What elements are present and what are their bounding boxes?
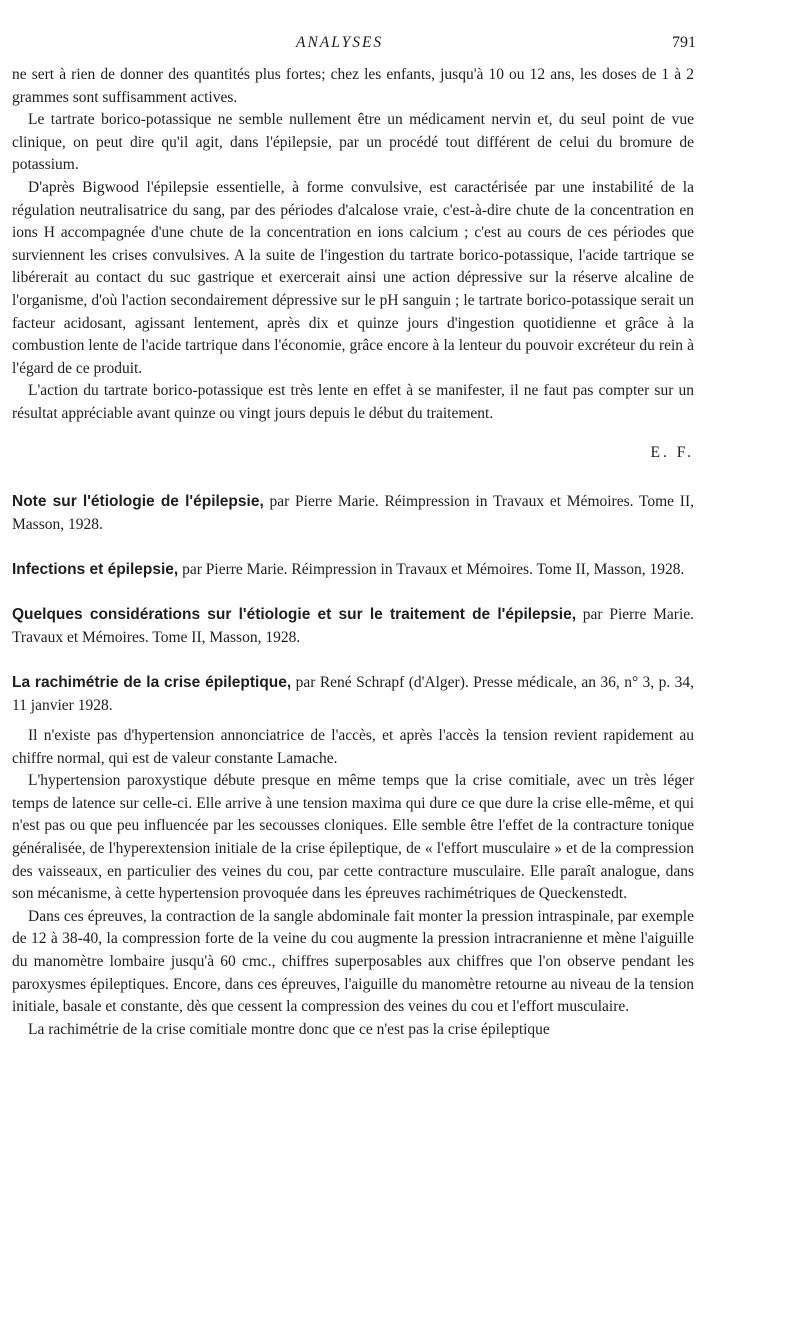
page-number: 791 xyxy=(672,34,696,51)
paragraph: L'hypertension paroxystique débute presque en même temps que la crise comitiale, avec un très léger temps de latence sur celle-ci. Elle arrive à une tension maxima qui dure ce que dure la crise elle-même, et qui n'est pas ou que peu influencée par les secousses cloniques. Elle semble être l'effet de la contracture tonique généralisée, de l'hyperextension initiale de la crise épileptique, de « l'effort musculaire » et de la compression des vaisseaux, en particulier des veines du cou, par cette contracture musculaire. Elle paraît analogue, dans son mécanisme, à cette hypertension provoquée dans les épreuves rachimétriques de Queckenstedt. xyxy=(12,772,694,903)
entry-details: par Pierre Marie. Réimpression in Travaux et Mémoires. Tome II, Masson, 1928. xyxy=(182,561,685,579)
entry-title: Quelques considérations sur l'étiologie et sur le traitement de l'épilepsie, xyxy=(12,606,576,624)
entry-title: Infections et épilepsie, xyxy=(12,561,179,579)
running-head: ANALYSES xyxy=(296,34,384,51)
review-text xyxy=(12,725,694,1041)
paragraph: La rachimétrie de la crise comitiale montre donc que ce n'est pas la crise épileptique xyxy=(28,1020,550,1038)
paragraph: Il n'existe pas d'hypertension annonciatrice de l'accès, et après l'accès la tension revient rapidement au chiffre normal, qui est de valeur constante Lamache. xyxy=(12,727,694,767)
entry-details: par Pierre Marie. Travaux et Mémoires. Tome II, Masson, 1928. xyxy=(12,606,695,647)
reviewer-signature: E. F. xyxy=(650,443,694,461)
entry-details: par René Schrapf (d'Alger). Presse médicale, an 36, n° 3, p. 34, 11 janvier 1928. xyxy=(12,674,695,715)
bibliographic-entry xyxy=(12,603,694,649)
previous-review-continuation xyxy=(12,64,694,464)
entry-title: La rachimétrie de la crise épileptique, xyxy=(12,674,292,692)
bibliographic-entry xyxy=(12,558,694,581)
paragraph: D'après Bigwood l'épilepsie essentielle, à forme convulsive, est caractérisée par une instabilité de la régulation neutralisatrice du sang, par des périodes d'alcalose vraie, c'est-à-dire chute de la concentration en ions H accompagnée d'une chute de la concentration en ions calcium ; c'est au cours de ces périodes que surviennent les crises convulsives. A la suite de l'ingestion du tartrate borico-potassique, l'acide tartrique se libérerait au contact du suc gastrique et exercerait ainsi une action dépressive sur la réserve alcaline de l'organisme, d'où l'action secondairement dépressive sur le pH sanguin ; le tartrate borico-potassique serait un facteur acidosant, agissant lentement, après dix et quinze jours d'ingestion quotidienne et grâce à la combustion lente de l'acide tartrique dans l'économie, grâce encore à la lenteur du pouvoir excréteur du rein à l'égard de ce produit. xyxy=(12,178,694,377)
bibliographic-entry xyxy=(12,490,694,536)
page-header xyxy=(0,34,800,58)
paragraph: L'action du tartrate borico-potassique est très lente en effet à se manifester, il ne faut pas compter sur un résultat appréciable avant quinze ou vingt jours depuis le début du traitement. xyxy=(12,382,694,422)
paragraph: Dans ces épreuves, la contraction de la sangle abdominale fait monter la pression intraspinale, par exemple de 12 à 38-40, la compression forte de la veine du cou augmente la pression intracranienne et mène l'aiguille du manomètre lombaire jusqu'à 60 cmc., chiffres superposables aux chiffres que l'on observe pendant les paroxysmes épileptiques. Encore, dans ces épreuves, l'aiguille du manomètre retourne au niveau de la tension initiale, basale et constante, dès que cessent la compression des veines du cou et l'effort musculaire. xyxy=(12,907,694,1016)
paragraph: Le tartrate borico-potassique ne semble nullement être un médicament nervin et, du seul point de vue clinique, on peut dire qu'il agit, dans l'épilepsie, par un procédé tout différent de celui du bromure de potassium. xyxy=(12,111,694,174)
page-body xyxy=(12,64,694,1041)
bibliographic-entry xyxy=(12,671,694,717)
entry-details: par Pierre Marie. Réimpression in Travaux et Mémoires. Tome II, Masson, 1928. xyxy=(12,493,695,534)
entry-title: Note sur l'étiologie de l'épilepsie, xyxy=(12,493,264,511)
paragraph: ne sert à rien de donner des quantités plus fortes; chez les enfants, jusqu'à 10 ou 12 ans, les doses de 1 à 2 grammes sont suffisamment actives. xyxy=(12,66,694,106)
